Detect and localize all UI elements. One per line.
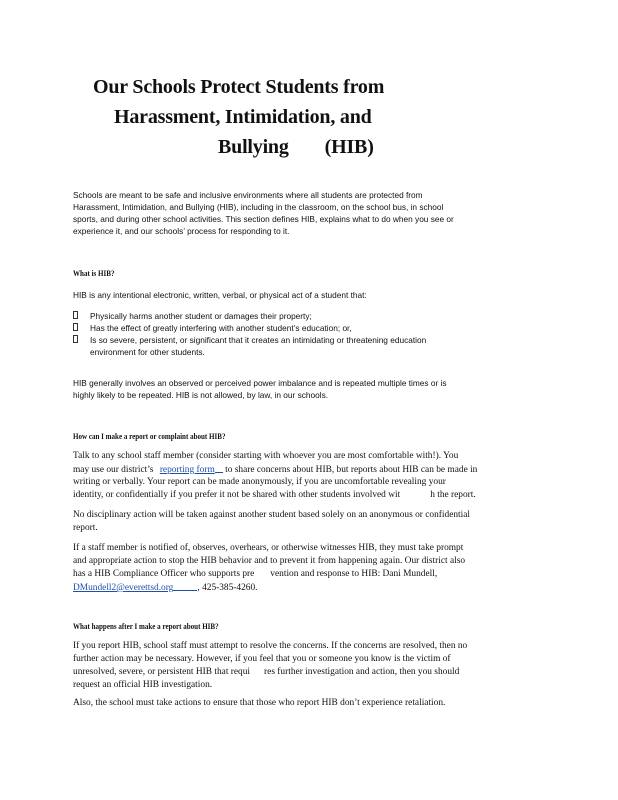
report-p1-text: h the report. — [430, 490, 476, 500]
reporting-form-link[interactable]: reporting form — [159, 465, 215, 475]
report-p1-line-2 — [73, 463, 477, 477]
after-p1-line-3 — [73, 666, 459, 679]
report-p1-text: identity, or confidentially if you prefer it not be shared with other students involved wit — [73, 490, 401, 500]
after-p1-text: res further investigation and action, then you should — [264, 667, 460, 677]
bullet-icon — [73, 322, 79, 331]
what-is-closing-line-2: highly likely to be repeated. HIB is not allowed, by law, in our schools. — [73, 390, 329, 400]
after-heading: What happens after I make a report about HIB? — [73, 622, 219, 631]
what-is-lead: HIB is any intentional electronic, written, verbal, or physical act of a student that: — [73, 290, 367, 300]
bullet-icon — [73, 334, 79, 343]
after-p1-text: unresolved, severe, or persistent HIB that requi — [73, 667, 251, 677]
report-p3-line-1: If a staff member is notified of, observes, overhears, or otherwise witnesses HIB, they must take prompt — [73, 543, 464, 553]
after-p1-line-2: further action may be necessary. However, if you feel that you or someone you know is the victim of — [73, 654, 451, 664]
intro-line-2: Harassment, Intimidation, and Bullying (HIB), including in the classroom, on the school bus, in school — [73, 202, 444, 212]
after-p1-line-1: If you report HIB, school staff must attempt to resolve the concerns. If the concerns are resolved, then no — [73, 641, 468, 651]
title-line-3 — [218, 136, 374, 159]
intro-line-3: sports, and during other school activities. This section defines HIB, explains what to do when you see or — [73, 214, 454, 224]
report-heading: How can I make a report or complaint about HIB? — [73, 432, 226, 441]
after-p1-line-4: request an official HIB investigation. — [73, 680, 213, 690]
after-p2: Also, the school must take actions to ensure that those who report HIB don’t experience retaliation. — [73, 698, 446, 708]
report-p3-text: vention and response to HIB: Dani Mundell, — [270, 569, 438, 579]
what-is-closing-line-1: HIB generally involves an observed or perceived power imbalance and is repeated multiple times or is — [73, 378, 447, 388]
title-line-1: Our Schools Protect Students from — [93, 76, 385, 98]
report-p2-line-1: No disciplinary action will be taken against another student based solely on an anonymous or confidential — [73, 510, 471, 520]
intro-line-1: Schools are meant to be safe and inclusive environments where all students are protected from — [73, 190, 423, 200]
report-p1-line-3: writing or verbally. Your report can be made anonymously, if you are uncomfortable revealing your — [73, 477, 446, 487]
bullet-text: Is so severe, persistent, or significant that it creates an intimidating or threatening education — [90, 335, 427, 345]
title-bullying: Bullying — [218, 136, 289, 158]
report-p1-text: to share concerns about HIB, but reports about HIB can be made in — [225, 465, 478, 475]
report-p3-line-3 — [73, 568, 437, 581]
title-line-2: Harassment, Intimidation, and — [114, 106, 372, 128]
report-p1-text: may use our district’s — [73, 465, 154, 475]
report-p3-line-2: and appropriate action to stop the HIB behavior and to prevent it from happening again. Our district also — [73, 556, 466, 566]
intro-line-4: experience it, and our schools’ process for responding to it. — [73, 226, 290, 236]
compliance-officer-email-link[interactable]: DMundell2@everettsd.org — [73, 583, 174, 593]
bullet-text: Has the effect of greatly interfering with another student’s education; or, — [90, 323, 352, 333]
bullet-text: Physically harms another student or damages their property; — [90, 311, 312, 321]
bullet-icon — [73, 310, 79, 319]
report-p2-line-2: report. — [73, 523, 98, 533]
report-p3-text: , 425-385-4260. — [197, 583, 258, 593]
bullet-continuation: environment for other students. — [90, 347, 205, 357]
report-p1-line-4 — [73, 489, 476, 502]
what-is-hib-heading: What is HIB? — [73, 269, 115, 278]
title-acronym: (HIB) — [324, 136, 374, 158]
report-p3-text: has a HIB Compliance Officer who supports pre — [73, 569, 255, 579]
report-p1-line-1: Talk to any school staff member (consider starting with whoever you are most comfortable with!). You — [73, 451, 459, 461]
report-p3-line-4 — [73, 581, 258, 595]
